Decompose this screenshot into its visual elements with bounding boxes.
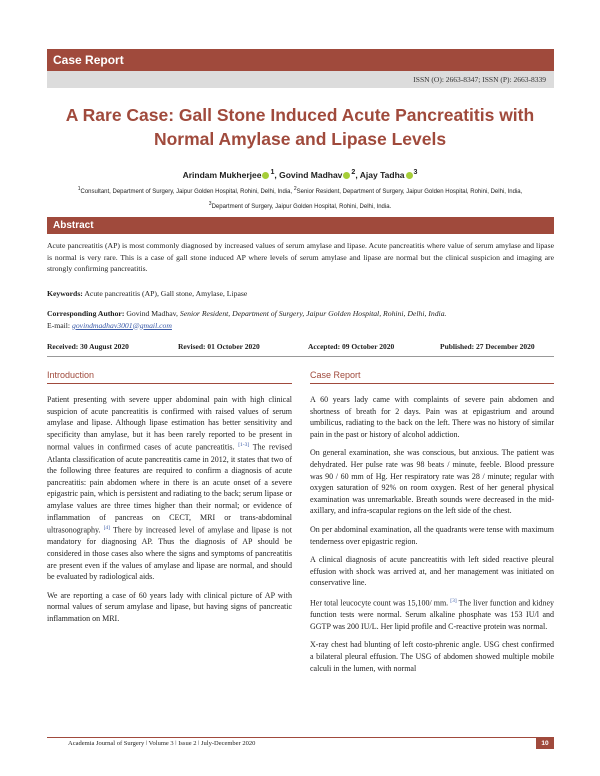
- author-sup: 2: [351, 168, 356, 176]
- affil-sup: 2: [293, 186, 297, 192]
- divider: [47, 356, 554, 357]
- corresponding-author: [47, 308, 554, 331]
- section-label-band: [47, 49, 554, 71]
- keywords-value: Acute pancreatitis (AP), Gall stone, Amylase, Lipase: [84, 289, 248, 298]
- affiliation-3: Department of Surgery, Jaipur Golden Hospital, Rohini, Delhi, India.: [211, 204, 392, 210]
- intro-text: The revised Atlanta classification of acute pancreatitis came in 2012, it states that two of the following three features are required to confirm a diagnosis of acute pancreatitis: pain abdomen where in there is an acute onset of a severe epigastric pain, which is persistent and radiating to the back; serum lipase or amylase values are three times higher than their normal; or evidence of inflammation of pancreas on CECT, MRI or trans-abdominal ultrasonography.: [47, 443, 293, 535]
- orcid-icon[interactable]: [343, 172, 350, 179]
- revised-date: Revised: 01 October 2020: [178, 342, 260, 351]
- intro-text: There by increased level of amylase and lipase is not mandatory for diagnosing AP. Thus the diagnosis of AP should be considered in those cases also where the signs and symptoms of pancreatitis are present even if the values of amylase and lipase are normal, and should be evaluated by radiological aids.: [47, 525, 292, 582]
- affil-sup: 1: [77, 186, 81, 192]
- section-rule: [47, 383, 292, 384]
- affiliations: [55, 183, 545, 213]
- footer-citation: Academia Journal of Surgery ǀ Volume 3 ǀ Issue 2 ǀ July-December 2020: [68, 740, 256, 747]
- corr-details: Senior Resident, Department of Surgery, Jaipur Golden Hospital, Rohini, Delhi, India.: [179, 309, 447, 318]
- issn-bar: [47, 71, 554, 88]
- citation[interactable]: [3]: [450, 597, 457, 604]
- abstract-heading: Abstract: [53, 220, 94, 231]
- affiliation-2: Senior Resident, Department of Surgery, Jaipur Golden Hospital, Rohini, Delhi, India,: [296, 189, 523, 195]
- keywords-label: Keywords:: [47, 289, 83, 298]
- footer-period: July-December 2020: [201, 740, 256, 747]
- published-date: Published: 27 December 2020: [440, 342, 535, 351]
- author-name: Arindam Mukherjee: [182, 169, 262, 180]
- case-text: Her total leucocyte count was 15,100/ mm.: [310, 598, 449, 608]
- introduction-section: [47, 370, 292, 632]
- affiliation-1: Consultant, Department of Surgery, Jaipur Golden Hospital, Rohini, Delhi, India,: [80, 189, 293, 195]
- email-link[interactable]: govindmadhav3001@gmail.com: [71, 320, 172, 330]
- corr-label: Corresponding Author:: [47, 309, 125, 318]
- abstract-text: Acute pancreatitis (AP) is most commonly diagnosed by increased values of serum amylase and lipase. Acute pancreatitis where value of serum amylase and lipase is normal is very rare. This is a case of gall stone induced AP where levels of serum amylase and lipase are normal but the clinical suspicion and imaging are strongly confirming pancreatitis.: [47, 241, 554, 273]
- citation[interactable]: [4]: [103, 525, 110, 532]
- case-paragraph-6: X-ray chest had blunting of left costo-phrenic angle. USG chest confirmed a bilateral pleural effusion. The USG of abdomen showed multiple mobile calculi in the lumen, with normal: [310, 640, 554, 673]
- case-paragraph-3: On per abdominal examination, all the quadrants were tense with maximum tenderness over epigastric region.: [310, 524, 554, 546]
- corr-name: Govind Madhav,: [126, 309, 178, 318]
- footer-volume: Volume 3: [148, 740, 174, 747]
- case-report-body: [310, 394, 554, 674]
- author-name: Ajay Tadha: [359, 169, 405, 180]
- footer-rule: [47, 737, 554, 738]
- page-number: 10: [536, 738, 554, 749]
- abstract-heading-band: [47, 217, 554, 234]
- author-sup: 3: [413, 168, 418, 176]
- keywords: [47, 288, 554, 300]
- case-paragraph-1: A 60 years lady came with complaints of severe pain abdomen and shortness of breath for 2 days. Pain was at epigastrium and around umbilicus, radiating to the back on the left. There was no history of similar pain in the past or history of alcohol addiction.: [310, 395, 554, 439]
- author-name: Govind Madhav: [279, 169, 343, 180]
- case-report-section: [310, 370, 554, 681]
- citation[interactable]: [1-3]: [238, 442, 250, 449]
- accepted-date: Accepted: 09 October 2020: [308, 342, 395, 351]
- author-sup: 1: [270, 168, 275, 176]
- intro-paragraph-1: [47, 394, 292, 583]
- case-paragraph-4: A clinical diagnosis of acute pancreatitis with left sided reactive pleural effusion with shock was arrived at, and her management was initiated on conservative line.: [310, 555, 554, 588]
- email-label: E-mail:: [47, 320, 71, 330]
- case-paragraph-5: [310, 596, 554, 632]
- introduction-body: [47, 394, 292, 625]
- introduction-heading: Introduction: [47, 370, 95, 380]
- footer-issue: Issue 2: [178, 740, 197, 747]
- received-date: Received: 30 August 2020: [47, 342, 129, 351]
- affil-sup: 3: [208, 201, 212, 207]
- footer-journal: Academia Journal of Surgery: [68, 740, 145, 747]
- section-rule: [310, 383, 554, 384]
- intro-paragraph-2: We are reporting a case of 60 years lady with clinical picture of AP with normal values of serum amylase and lipase, but having signs of pancreatic inflammation on MRI.: [47, 590, 292, 623]
- case-text: The liver function and kidney function tests were normal. Serum alkaline phosphate was 153 IU/l and GGTP was 200 IU/L. Her lipid profile and C-reactive protein was normal.: [310, 598, 554, 631]
- paper-title: A Rare Case: Gall Stone Induced Acute Pancreatitis with Normal Amylase and Lipase Levels: [65, 105, 535, 149]
- author-list: Arindam Mukherjee $^1$, Govind Madhav $^2$, Ajay Tadha $^3$: [182, 168, 418, 180]
- case-paragraph-2: On general examination, she was conscious, but anxious. The patient was dehydrated. Her pulse rate was 98 beats / minute, feeble. Blood pressure was 90 / 60 mm of Hg. Her respiratory rate was 28 / minute; regular with oxygen saturation of 92% on room oxygen. Rest of her general physical examination was unremarkable. Breath sounds were decreased in the mid-axillary, and infra-scapular regions on the left side of the chest.: [310, 448, 554, 516]
- section-label: Case Report: [53, 53, 124, 67]
- case-report-heading: Case Report: [310, 370, 361, 380]
- orcid-icon[interactable]: [406, 172, 413, 179]
- intro-text: Patient presenting with severe upper abdominal pain with high clinical suspicion of acute pancreatitis is confirmed with raised values of serum amylase and lipase. Although lipase estimation has better sensitivity and specificity than amylase, but it has been rarely reported to be present in normal values in confirmed cases of acute pancreatitis.: [47, 395, 292, 453]
- issn-text: ISSN (O): 2663-8347; ISSN (P): 2663-8339: [413, 75, 546, 84]
- orcid-icon[interactable]: [262, 172, 269, 179]
